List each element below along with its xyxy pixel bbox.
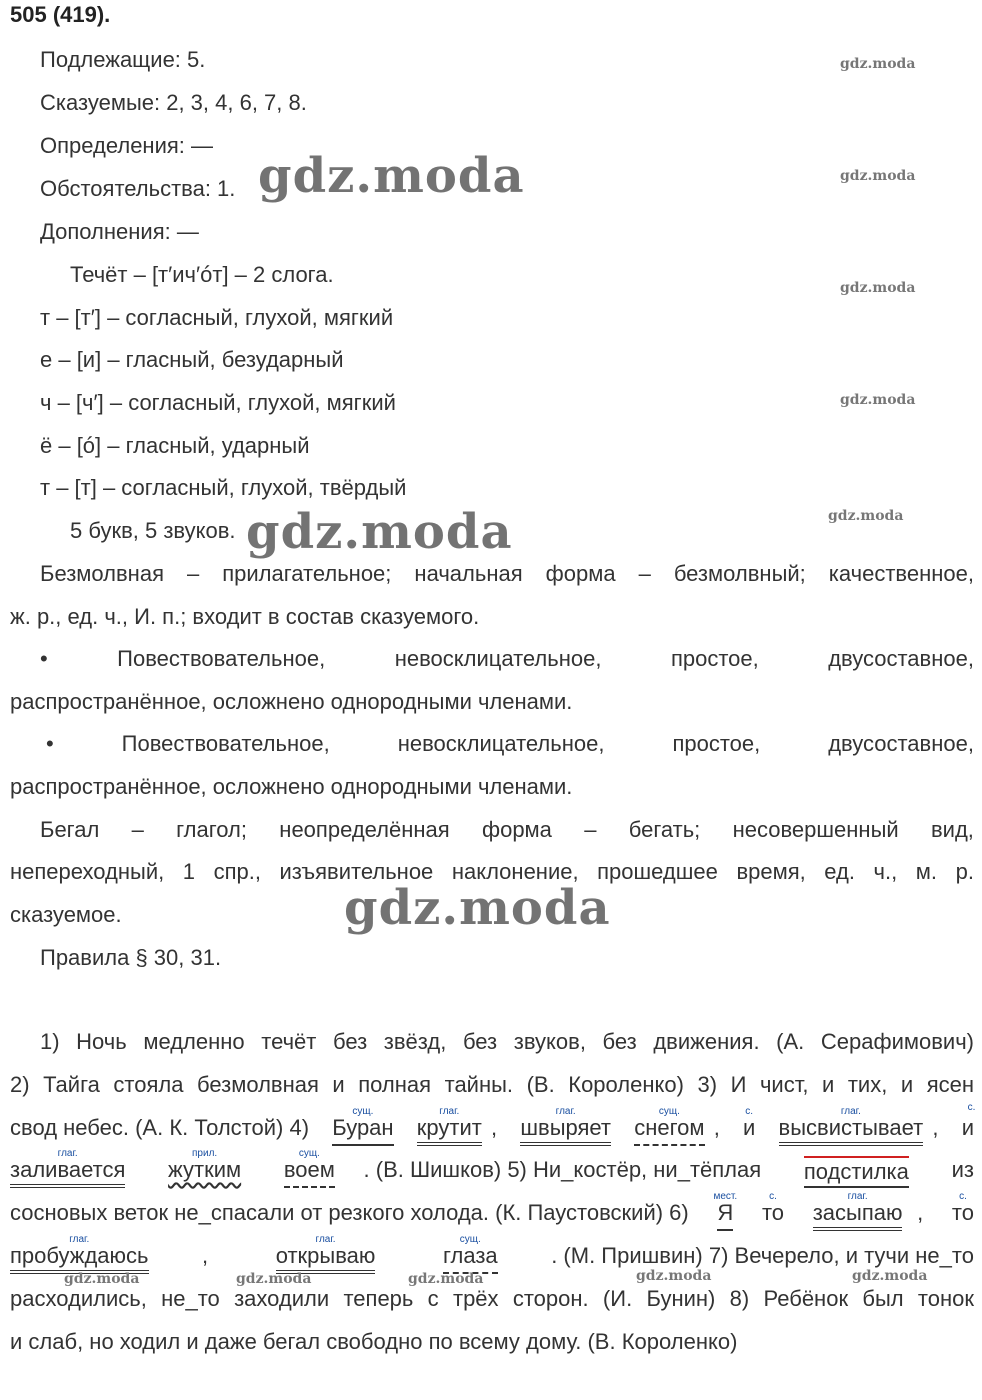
word-ya	[713, 1191, 738, 1231]
pos-tag: глаг.	[840, 1106, 861, 1117]
attributes-line: Определения: —	[40, 133, 214, 158]
word-buran	[332, 1106, 394, 1146]
watermark: gdz.moda	[246, 504, 513, 560]
bullet-2-line2: распространённое, осложнено однородными членами.	[10, 774, 573, 799]
text-line-7: расходились, не_то заходили теперь с трёх сторон. (И. Бунин) 8) Ребёнок был тонок	[10, 1286, 974, 1311]
pos-tag: сущ.	[658, 1106, 680, 1117]
word-i	[743, 1106, 756, 1146]
word-text: открываю	[275, 1243, 376, 1268]
subjects-line: Подлежащие: 5.	[40, 47, 206, 72]
word: двусоставное,	[828, 731, 974, 756]
verb-analysis-line1	[40, 816, 974, 844]
text-line-4	[10, 1148, 974, 1188]
word-text: засыпаю	[812, 1200, 903, 1225]
watermark-small: gdz.moda	[408, 1271, 484, 1287]
word-text: воем	[283, 1157, 335, 1182]
pos-tag: сущ.	[459, 1234, 481, 1245]
phonetic-row: е – [и] – гласный, безударный	[40, 347, 344, 372]
word-text: швыряет	[520, 1115, 611, 1140]
phonetic-row: ё – [ó] – гласный, ударный	[40, 433, 310, 458]
bullet: •	[40, 646, 48, 671]
word: Повествовательное,	[117, 646, 326, 671]
word: изъявительное	[279, 859, 434, 884]
word: бегать;	[628, 817, 701, 842]
text-fragment: свод небес. (А. К. Толстой) 4)	[10, 1115, 310, 1140]
word-text: крутит	[416, 1115, 482, 1140]
text-line-1: 1) Ночь медленно течёт без звёзд, без звуков, без движения. (А. Серафимович)	[40, 1029, 974, 1054]
word: –	[131, 817, 144, 842]
rules-line: Правила § 30, 31.	[40, 945, 222, 970]
pos-tag: глаг.	[439, 1106, 460, 1117]
word: р.	[955, 859, 974, 884]
pos-tag: глаг.	[57, 1148, 78, 1159]
pos-tag: глаг.	[847, 1191, 868, 1202]
text-fragment: . (М. Пришвин) 7) Вечерело, и тучи не_то	[551, 1243, 974, 1268]
watermark-small: gdz.moda	[64, 1271, 140, 1287]
word-text: жутким	[168, 1157, 242, 1182]
phonetic-row: т – [т] – согласный, глухой, твёрдый	[40, 475, 407, 500]
word-zalivaetsya	[10, 1148, 126, 1188]
bullet-line-2	[46, 730, 974, 758]
word-text: и	[743, 1115, 756, 1140]
watermark: gdz.moda	[258, 148, 525, 204]
word: несовершенный	[732, 817, 899, 842]
word-iz: из	[951, 1157, 974, 1182]
word-krutit	[416, 1106, 482, 1146]
watermark-small: gdz.moda	[852, 1268, 928, 1284]
pos-tag: прил.	[192, 1148, 218, 1159]
text-fragment: сосновых веток не_спасали от резкого холода. (К. Паустовский) 6)	[10, 1200, 689, 1225]
watermark-small: gdz.moda	[236, 1271, 312, 1287]
word: Повествовательное,	[121, 731, 330, 756]
watermark-small: gdz.moda	[840, 168, 916, 184]
word-text: пробуждаюсь	[10, 1243, 149, 1268]
bullet-line-1	[40, 645, 974, 673]
word: вид,	[930, 817, 974, 842]
text-fragment: . (В. Шишков) 5) Ни_костёр, ни_тёплая	[363, 1157, 762, 1182]
word-zasypayu	[812, 1191, 903, 1231]
watermark-small: gdz.moda	[636, 1268, 712, 1284]
word-text: то	[761, 1200, 785, 1225]
word-snegom	[634, 1106, 705, 1146]
watermark-small: gdz.moda	[840, 280, 916, 296]
text-line-8: и слаб, но ходил и даже бегал свободно по всему дому. (В. Короленко)	[10, 1329, 738, 1354]
word: невосклицательное,	[394, 646, 602, 671]
word: прошедшее	[597, 859, 718, 884]
word-otkryvayu	[275, 1234, 376, 1274]
word-to	[951, 1191, 974, 1231]
word-text: то	[951, 1200, 974, 1225]
word: глагол;	[176, 817, 247, 842]
pos-tag: глаг.	[69, 1234, 90, 1245]
phonetic-row: т – [т′] – согласный, глухой, мягкий	[40, 305, 394, 330]
word-i	[961, 1102, 976, 1146]
word: невосклицательное,	[397, 731, 605, 756]
word-text: высвистывает	[778, 1115, 924, 1140]
watermark-small: gdz.moda	[840, 56, 916, 72]
word: ч.,	[873, 859, 898, 884]
word: спр.,	[213, 859, 261, 884]
word-zhutkim	[168, 1148, 242, 1188]
watermark: gdz.moda	[344, 880, 611, 936]
word-to	[761, 1191, 785, 1231]
word-shvyryaet	[520, 1106, 611, 1146]
pos-tag: мест.	[713, 1191, 738, 1202]
word: неопределённая	[279, 817, 450, 842]
text-line-3: свод небес. (А. К. Толстой) 4) сущ. Буран глаг. крутит , глаг. швыряет сущ. снегом , с. и глаг. высвистывает , с. и	[10, 1114, 974, 1146]
exercise-number: 505 (419).	[10, 2, 111, 27]
phonetic-heading: Течёт – [т′ич′óт] – 2 слога.	[70, 262, 334, 287]
pos-tag: сущ.	[352, 1106, 374, 1117]
adjective-analysis-line2: ж. р., ед. ч., И. п.; входит в состав сказуемого.	[10, 604, 480, 629]
pos-tag: с.	[769, 1191, 777, 1202]
pos-tag: глаг.	[555, 1106, 576, 1117]
word-text: Я	[717, 1200, 734, 1225]
word: наклонение,	[451, 859, 579, 884]
word: м.	[915, 859, 938, 884]
bullet-1-line2: распространённое, осложнено однородными членами.	[10, 689, 573, 714]
pos-tag: сущ.	[298, 1148, 320, 1159]
word: время,	[736, 859, 806, 884]
word: ед.	[824, 859, 855, 884]
watermark-small: gdz.moda	[840, 392, 916, 408]
pos-tag: с.	[967, 1102, 976, 1113]
adverbials-line: Обстоятельства: 1.	[40, 176, 236, 201]
word: 1	[182, 859, 196, 884]
word-text: подстилка	[803, 1159, 909, 1184]
word-text: и	[961, 1115, 974, 1140]
bullet: •	[46, 731, 54, 756]
word: простое,	[672, 731, 761, 756]
phonetic-summary: 5 букв, 5 звуков.	[70, 518, 236, 543]
word: непереходный,	[10, 859, 165, 884]
word: двусоставное,	[828, 646, 974, 671]
word-text: Буран	[332, 1115, 394, 1140]
predicates-line: Сказуемые: 2, 3, 4, 6, 7, 8.	[40, 90, 307, 115]
text-line-5: сосновых веток не_спасали от резкого холода. (К. Паустовский) 6) мест. Я с. то глаг. засыпаю , с. то	[10, 1199, 974, 1231]
word-text: заливается	[10, 1157, 126, 1182]
pos-tag: глаг.	[315, 1234, 336, 1245]
watermark-small: gdz.moda	[828, 508, 904, 524]
word: –	[584, 817, 597, 842]
word-voem	[283, 1148, 335, 1188]
word-probuzhdayus	[10, 1234, 149, 1274]
word-text: глаза	[442, 1243, 498, 1268]
adjective-analysis-line1: Безмолвная – прилагательное; начальная форма – безмолвный; качественное,	[40, 561, 974, 586]
word: простое,	[670, 646, 759, 671]
pos-tag: с.	[745, 1106, 754, 1117]
word-text: снегом	[634, 1115, 705, 1140]
word-vysvistyvaet	[778, 1106, 924, 1146]
objects-line: Дополнения: —	[40, 219, 199, 244]
text-line-2: 2) Тайга стояла безмолвная и полная тайны. (В. Короленко) 3) И чист, и тих, и ясен	[10, 1072, 974, 1097]
phonetic-row: ч – [ч′] – согласный, глухой, мягкий	[40, 390, 396, 415]
word: Бегал	[40, 817, 100, 842]
word: форма	[481, 817, 552, 842]
verb-analysis-line3: сказуемое.	[10, 902, 122, 927]
word-glaza	[442, 1234, 498, 1274]
pos-tag: с.	[959, 1191, 967, 1202]
text-line-6: глаг. пробуждаюсь , глаг. открываю сущ. глаза . (М. Пришвин) 7) Вечерело, и тучи не_то	[10, 1242, 974, 1274]
